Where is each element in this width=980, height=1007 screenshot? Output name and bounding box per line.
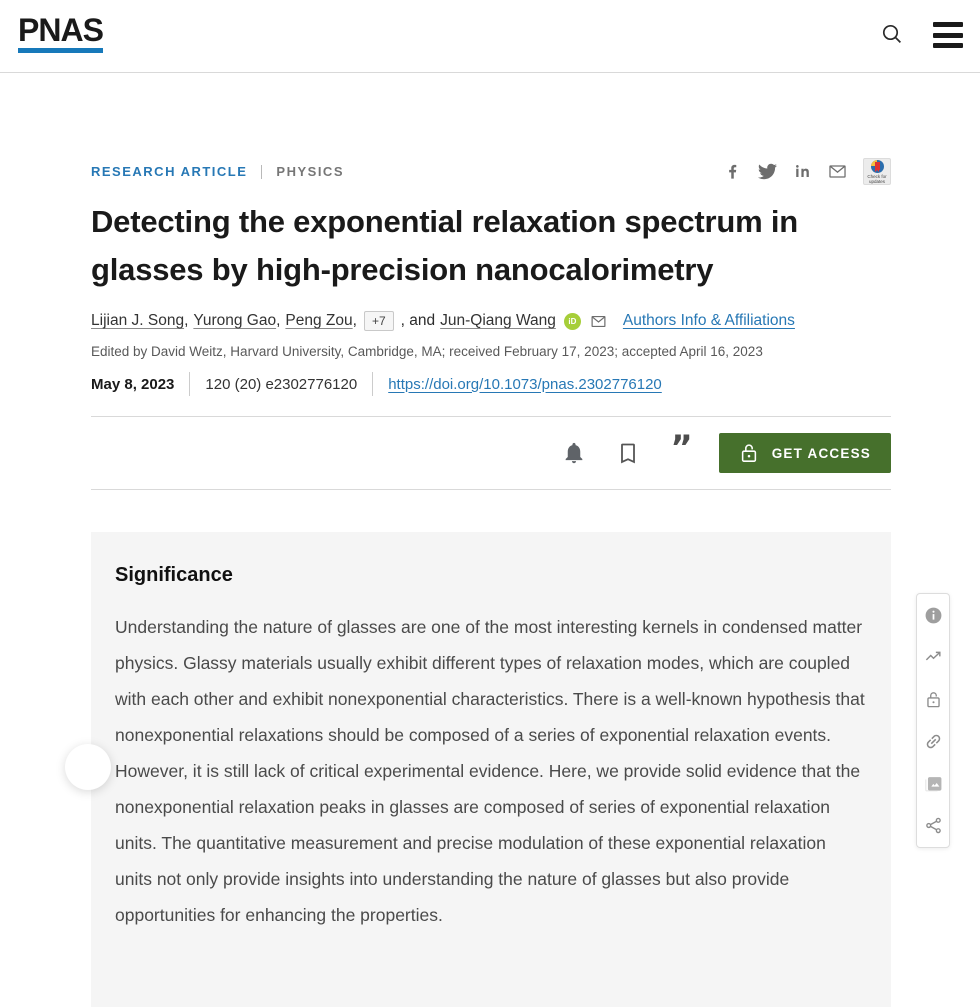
edited-by-line: Edited by David Weitz, Harvard University, Cambridge, MA; received February 17, 2023; accepted April 16, 2023 [91,344,763,359]
meta-divider [189,372,190,396]
section-link[interactable]: PHYSICS [276,164,344,179]
bookmark-icon[interactable] [616,441,640,465]
alert-bell-icon[interactable] [562,441,586,465]
author-separator: , [184,312,189,329]
action-toolbar [91,417,891,489]
info-icon[interactable] [924,606,943,625]
doi-link[interactable]: https://doi.org/10.1073/pnas.2302776120 [388,375,662,393]
author-link-2[interactable]: Yurong Gao [193,312,277,329]
author-link-3[interactable]: Peng Zou [285,312,353,329]
access-lock-icon[interactable] [924,690,943,709]
authors-info-affiliations-link[interactable]: Authors Info & Affiliations [622,312,795,329]
pnas-logo-underline [18,48,103,53]
author-separator: , [276,312,281,329]
search-icon[interactable] [880,22,904,46]
orcid-icon[interactable]: iD [564,313,581,330]
copy-link-icon[interactable] [920,728,947,755]
author-separator: , [352,312,357,329]
get-access-button[interactable] [719,433,891,473]
significance-section [91,532,891,1007]
significance-body: Understanding the nature of glasses are one of the most interesting kernels in condensed matter physics. Glassy materials usually exhibit different types of relaxation modes, which are coupled with each other and exhibit nonexponential characteristics. There is a well-known hypothesis that nonexponential relaxations should be composed of a series of exponential relaxation events. However, it is still lack of critical experimental evidence. Here, we provide solid evidence that the nonexponential relaxation peaks in glasses are composed of series of exponential relaxation units. The quantitative measurement and precise modulation of these exponential relaxation units not only provide insights into understanding the nature of glasses but also provide opportunities for enhancing the properties. [115,617,865,925]
article-type-link[interactable]: RESEARCH ARTICLE [91,164,248,179]
cite-quote-icon[interactable]: ” [670,428,693,468]
media-figures-icon[interactable] [924,774,943,793]
floating-side-toolbar [916,593,950,848]
facebook-icon[interactable] [723,162,742,181]
email-share-icon[interactable] [828,162,847,181]
eyebrow-divider [261,165,262,179]
significance-heading: Significance [115,564,233,586]
meta-divider [372,372,373,396]
article-header-region [91,158,891,1007]
author-link-1[interactable]: Lijian J. Song [91,312,185,329]
author-link-last[interactable]: Jun-Qiang Wang [440,312,556,329]
meta-row [91,372,891,396]
lock-icon [739,442,759,464]
more-authors-button[interactable]: +7 [364,311,394,331]
publish-date: May 8, 2023 [91,375,175,393]
collapsed-drawer-handle[interactable] [65,744,111,790]
crossmark-label: Check for updates [867,173,887,184]
share-icon[interactable] [924,816,943,835]
divider-rule-bottom [91,489,891,490]
corresponding-author-email-icon[interactable] [590,313,607,330]
authors-and-text: , and [400,312,436,329]
linkedin-icon[interactable] [793,162,812,181]
pnas-logo[interactable] [18,14,103,53]
twitter-icon[interactable] [758,162,777,181]
eyebrow-row [91,158,891,185]
crossmark-logo-icon [871,160,884,173]
article-title: Detecting the exponential relaxation spectrum in glasses by high-precision nanocalorimetry [91,204,799,287]
hamburger-menu-icon[interactable] [933,22,963,48]
authors-line [91,311,891,331]
pnas-logo-text: PNAS [18,12,103,48]
metrics-trending-icon[interactable] [924,648,943,667]
get-access-label: GET ACCESS [771,445,871,461]
volume-issue-citation: 120 (20) e2302776120 [205,375,358,393]
site-header [0,0,980,73]
share-icons [723,158,891,185]
crossmark-check-updates-badge[interactable] [863,158,891,185]
